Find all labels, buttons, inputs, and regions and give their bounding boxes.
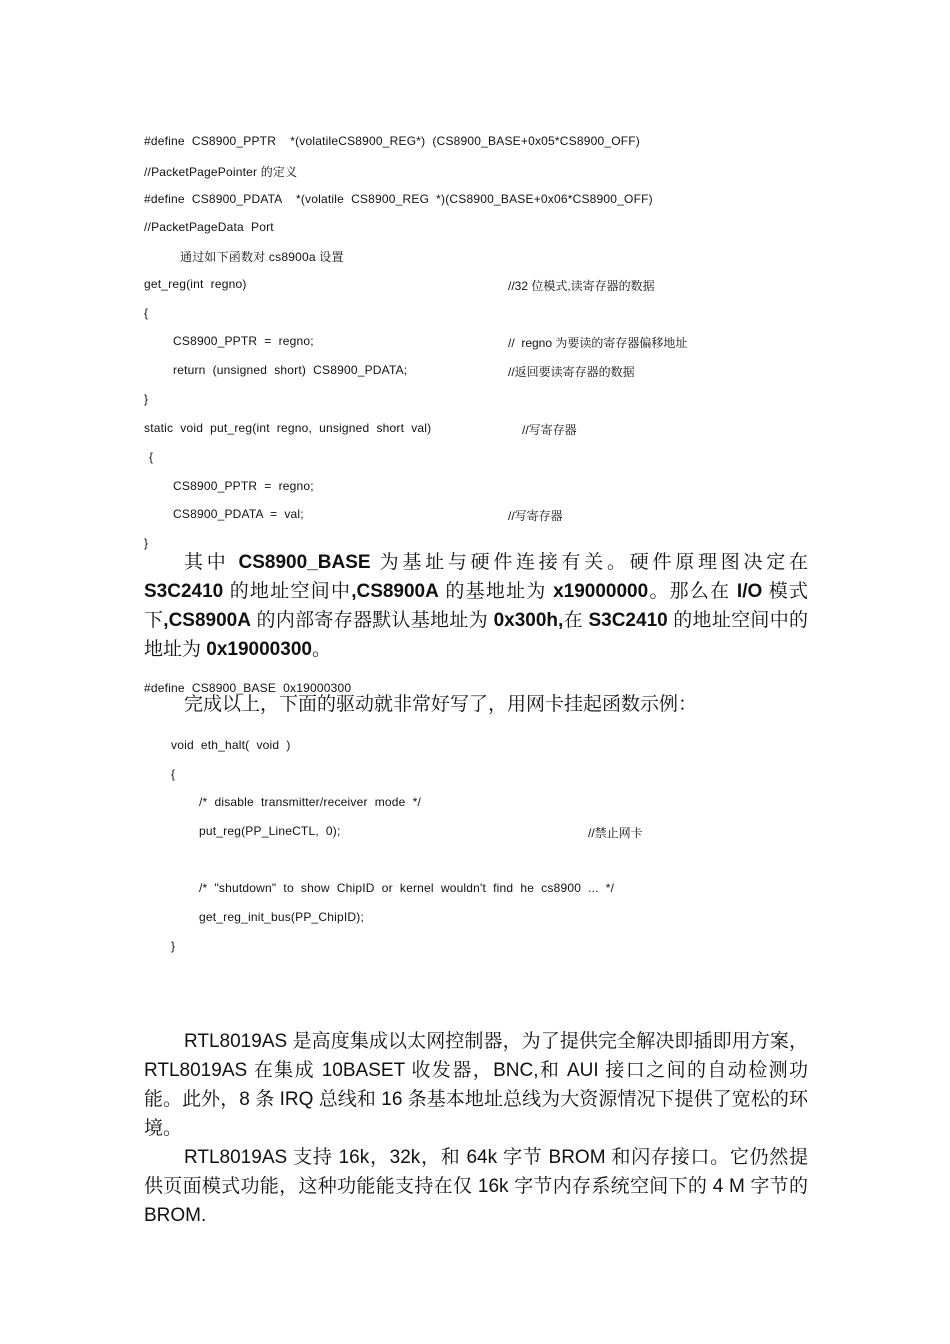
body-paragraph: 其中 CS8900_BASE 为基址与硬件连接有关。硬件原理图决定在 S3C2410 的地址空间中,CS8900A 的基地址为 x19000000。那么在 I/O 模式下,CS8900A 的内部寄存器默认基地址为 0x300h,在 S3C2410 的地址空间中的地址为 0x19000300。 xyxy=(144,552,809,660)
code-line: get_reg_init_bus(PP_ChipID); xyxy=(199,910,365,924)
code-line: { xyxy=(171,767,176,781)
code-line: #define CS8900_PDATA *(volatile CS8900_REG *)(CS8900_BASE+0x06*CS8900_OFF) xyxy=(144,192,653,206)
code-line: /* disable transmitter/receiver mode */ xyxy=(199,795,422,809)
intro-line: 完成以上，下面的驱动就非常好写了，用网卡挂起函数示例： xyxy=(184,694,698,715)
body-paragraph: RTL8019AS 是高度集成以太网控制器，为了提供完全解决即插即用方案，RTL8019AS 在集成 10BASET 收发器，BNC,和 AUI 接口之间的自动检测功能。此外，8 条 IRQ 总线和 16 条基本地址总线为大资源情况下提供了宽松的环境。 xyxy=(144,1031,808,1139)
code-comment: //写寄存器 xyxy=(508,509,563,523)
code-comment: //32 位模式,读寄存器的数据 xyxy=(508,279,655,293)
code-line: } xyxy=(144,392,149,406)
code-line: CS8900_PPTR = regno; xyxy=(173,334,314,348)
code-line: /* "shutdown" to show ChipID or kernel wouldn't find he cs8900 ... */ xyxy=(199,881,615,895)
code-comment: // regno 为要读的寄存器偏移地址 xyxy=(508,336,688,350)
code-line: //PacketPagePointer 的定义 xyxy=(144,165,298,179)
code-line: return (unsigned short) CS8900_PDATA; xyxy=(173,363,408,377)
code-comment: //写寄存器 xyxy=(522,423,577,437)
code-line: put_reg(PP_LineCTL, 0); xyxy=(199,824,341,838)
code-line: 通过如下函数对 cs8900a 设置 xyxy=(180,250,344,264)
code-comment: //禁止网卡 xyxy=(588,826,643,840)
code-line: static void put_reg(int regno, unsigned short val) xyxy=(144,421,432,435)
body-paragraph: RTL8019AS 支持 16k，32k，和 64k 字节 BROM 和闪存接口。它仍然提供页面模式功能，这种功能能支持在仅 16k 字节内存系统空间下的 4 M 字节的 BROM. xyxy=(144,1147,808,1226)
code-line: #define CS8900_BASE 0x19000300 xyxy=(144,681,352,695)
code-line: //PacketPageData Port xyxy=(144,220,274,234)
code-line: #define CS8900_PPTR *(volatileCS8900_REG*) (CS8900_BASE+0x05*CS8900_OFF) xyxy=(144,134,640,148)
code-line: CS8900_PPTR = regno; xyxy=(173,479,314,493)
code-line: void eth_halt( void ) xyxy=(171,738,291,752)
code-line: get_reg(int regno) xyxy=(144,277,247,291)
code-line: CS8900_PDATA = val; xyxy=(173,507,304,521)
code-line: } xyxy=(144,536,149,550)
code-line: { xyxy=(149,450,154,464)
code-line: } xyxy=(171,939,176,953)
code-line: { xyxy=(144,306,149,320)
code-comment: //返回要读寄存器的数据 xyxy=(508,365,635,379)
